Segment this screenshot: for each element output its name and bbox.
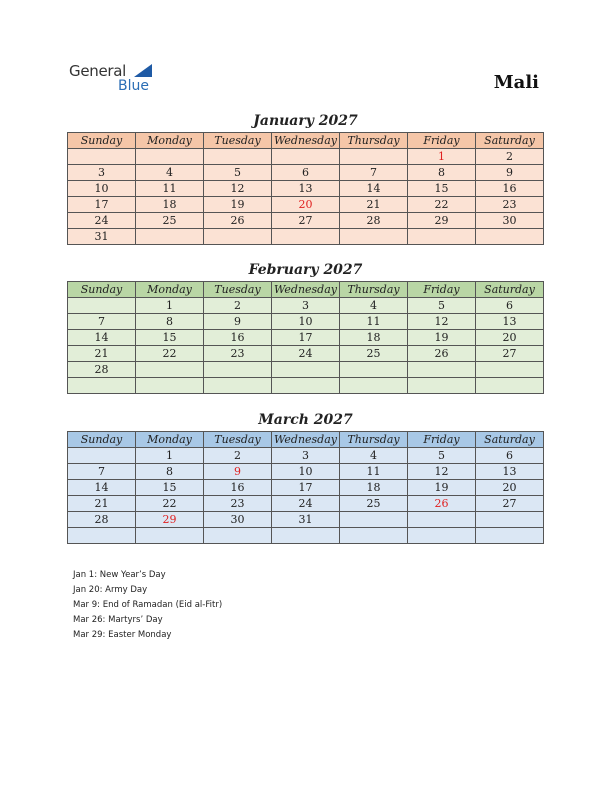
day-cell: 19 bbox=[408, 330, 476, 346]
day-cell: 29 bbox=[408, 213, 476, 229]
empty-day-cell bbox=[272, 149, 340, 165]
day-cell: 8 bbox=[136, 314, 204, 330]
weekday-header: Saturday bbox=[476, 282, 544, 298]
month-february bbox=[67, 260, 544, 394]
day-cell: 5 bbox=[408, 298, 476, 314]
day-cell: 9 bbox=[204, 314, 272, 330]
weekday-header: Friday bbox=[408, 432, 476, 448]
day-cell: 8 bbox=[136, 464, 204, 480]
weekday-header: Thursday bbox=[340, 432, 408, 448]
day-cell: 14 bbox=[68, 330, 136, 346]
day-cell: 10 bbox=[272, 314, 340, 330]
week-row bbox=[68, 149, 544, 165]
week-row bbox=[68, 229, 544, 245]
empty-day-cell bbox=[204, 149, 272, 165]
day-cell: 14 bbox=[340, 181, 408, 197]
week-row bbox=[68, 330, 544, 346]
day-cell: 5 bbox=[204, 165, 272, 181]
weekday-header: Thursday bbox=[340, 282, 408, 298]
day-cell: 18 bbox=[340, 480, 408, 496]
week-row bbox=[68, 213, 544, 229]
empty-day-cell bbox=[476, 528, 544, 544]
week-row bbox=[68, 362, 544, 378]
day-cell: 7 bbox=[68, 464, 136, 480]
day-cell: 7 bbox=[68, 314, 136, 330]
empty-day-cell bbox=[136, 362, 204, 378]
empty-day-cell bbox=[408, 378, 476, 394]
day-cell: 15 bbox=[136, 330, 204, 346]
weekday-header: Saturday bbox=[476, 432, 544, 448]
day-cell: 2 bbox=[204, 448, 272, 464]
day-cell: 22 bbox=[136, 496, 204, 512]
day-cell: 31 bbox=[272, 512, 340, 528]
empty-day-cell bbox=[68, 378, 136, 394]
month-march bbox=[67, 410, 544, 544]
day-cell: 31 bbox=[68, 229, 136, 245]
country-title: Mali bbox=[493, 72, 539, 93]
day-cell: 10 bbox=[272, 464, 340, 480]
holiday-note: Jan 20: Army Day bbox=[73, 585, 148, 595]
empty-day-cell bbox=[136, 528, 204, 544]
day-cell: 11 bbox=[340, 464, 408, 480]
weekday-header: Tuesday bbox=[204, 432, 272, 448]
day-cell: 23 bbox=[476, 197, 544, 213]
holiday-note: Mar 9: End of Ramadan (Eid al-Fitr) bbox=[73, 600, 223, 610]
day-cell: 24 bbox=[272, 346, 340, 362]
day-cell: 2 bbox=[476, 149, 544, 165]
week-row bbox=[68, 314, 544, 330]
weekday-header-row bbox=[68, 282, 544, 298]
weekday-header: Saturday bbox=[476, 133, 544, 149]
weekday-header: Tuesday bbox=[204, 282, 272, 298]
empty-day-cell bbox=[68, 528, 136, 544]
empty-day-cell bbox=[68, 149, 136, 165]
day-cell: 25 bbox=[136, 213, 204, 229]
week-row bbox=[68, 512, 544, 528]
holiday-note: Jan 1: New Year’s Day bbox=[73, 570, 166, 580]
day-cell: 22 bbox=[408, 197, 476, 213]
empty-day-cell bbox=[272, 528, 340, 544]
day-cell: 4 bbox=[340, 448, 408, 464]
week-row bbox=[68, 448, 544, 464]
empty-day-cell bbox=[68, 448, 136, 464]
empty-day-cell bbox=[136, 378, 204, 394]
day-cell: 20 bbox=[272, 197, 340, 213]
weekday-header: Wednesday bbox=[272, 432, 340, 448]
empty-day-cell bbox=[408, 512, 476, 528]
day-cell: 7 bbox=[340, 165, 408, 181]
empty-day-cell bbox=[408, 528, 476, 544]
day-cell: 21 bbox=[68, 346, 136, 362]
day-cell: 27 bbox=[272, 213, 340, 229]
month-title: March 2027 bbox=[258, 412, 353, 428]
day-cell: 23 bbox=[204, 496, 272, 512]
day-cell: 1 bbox=[136, 298, 204, 314]
empty-day-cell bbox=[204, 378, 272, 394]
holiday-note: Mar 29: Easter Monday bbox=[73, 630, 172, 640]
empty-day-cell bbox=[136, 229, 204, 245]
weekday-header: Sunday bbox=[68, 133, 136, 149]
day-cell: 9 bbox=[476, 165, 544, 181]
logo bbox=[69, 62, 159, 96]
day-cell: 5 bbox=[408, 448, 476, 464]
calendar-table bbox=[67, 431, 544, 544]
day-cell: 25 bbox=[340, 496, 408, 512]
calendar-table bbox=[67, 132, 544, 245]
day-cell: 21 bbox=[68, 496, 136, 512]
empty-day-cell bbox=[476, 362, 544, 378]
empty-day-cell bbox=[272, 229, 340, 245]
day-cell: 16 bbox=[204, 330, 272, 346]
day-cell: 3 bbox=[272, 298, 340, 314]
day-cell: 26 bbox=[408, 346, 476, 362]
empty-day-cell bbox=[68, 298, 136, 314]
logo-text-blue: Blue bbox=[118, 78, 149, 94]
day-cell: 17 bbox=[272, 330, 340, 346]
day-cell: 14 bbox=[68, 480, 136, 496]
day-cell: 15 bbox=[136, 480, 204, 496]
day-cell: 13 bbox=[476, 314, 544, 330]
day-cell: 23 bbox=[204, 346, 272, 362]
day-cell: 24 bbox=[68, 213, 136, 229]
day-cell: 4 bbox=[340, 298, 408, 314]
weekday-header: Sunday bbox=[68, 432, 136, 448]
empty-day-cell bbox=[408, 362, 476, 378]
weekday-header: Monday bbox=[136, 282, 204, 298]
day-cell: 27 bbox=[476, 346, 544, 362]
empty-day-cell bbox=[204, 528, 272, 544]
week-row bbox=[68, 496, 544, 512]
day-cell: 3 bbox=[68, 165, 136, 181]
day-cell: 19 bbox=[408, 480, 476, 496]
day-cell: 15 bbox=[408, 181, 476, 197]
weekday-header: Tuesday bbox=[204, 133, 272, 149]
empty-day-cell bbox=[204, 229, 272, 245]
empty-day-cell bbox=[204, 362, 272, 378]
day-cell: 26 bbox=[408, 496, 476, 512]
day-cell: 17 bbox=[68, 197, 136, 213]
week-row bbox=[68, 298, 544, 314]
week-row bbox=[68, 165, 544, 181]
week-row bbox=[68, 464, 544, 480]
weekday-header: Wednesday bbox=[272, 133, 340, 149]
empty-day-cell bbox=[340, 229, 408, 245]
week-row bbox=[68, 480, 544, 496]
empty-day-cell bbox=[340, 149, 408, 165]
day-cell: 12 bbox=[204, 181, 272, 197]
weekday-header: Sunday bbox=[68, 282, 136, 298]
weekday-header: Monday bbox=[136, 133, 204, 149]
day-cell: 20 bbox=[476, 480, 544, 496]
day-cell: 6 bbox=[476, 448, 544, 464]
day-cell: 3 bbox=[272, 448, 340, 464]
day-cell: 4 bbox=[136, 165, 204, 181]
day-cell: 6 bbox=[476, 298, 544, 314]
day-cell: 30 bbox=[476, 213, 544, 229]
day-cell: 1 bbox=[408, 149, 476, 165]
week-row bbox=[68, 528, 544, 544]
day-cell: 25 bbox=[340, 346, 408, 362]
day-cell: 19 bbox=[204, 197, 272, 213]
week-row bbox=[68, 197, 544, 213]
week-row bbox=[68, 346, 544, 362]
day-cell: 16 bbox=[204, 480, 272, 496]
weekday-header: Friday bbox=[408, 133, 476, 149]
day-cell: 12 bbox=[408, 464, 476, 480]
day-cell: 12 bbox=[408, 314, 476, 330]
weekday-header: Thursday bbox=[340, 133, 408, 149]
week-row bbox=[68, 378, 544, 394]
day-cell: 11 bbox=[340, 314, 408, 330]
day-cell: 29 bbox=[136, 512, 204, 528]
logo-text-general: General bbox=[69, 62, 127, 80]
day-cell: 22 bbox=[136, 346, 204, 362]
month-title: January 2027 bbox=[253, 113, 358, 129]
empty-day-cell bbox=[476, 229, 544, 245]
holiday-note: Mar 26: Martyrs’ Day bbox=[73, 615, 163, 625]
day-cell: 9 bbox=[204, 464, 272, 480]
empty-day-cell bbox=[340, 362, 408, 378]
logo-triangle-icon bbox=[134, 64, 152, 77]
calendar-table bbox=[67, 281, 544, 394]
day-cell: 2 bbox=[204, 298, 272, 314]
day-cell: 17 bbox=[272, 480, 340, 496]
weekday-header: Wednesday bbox=[272, 282, 340, 298]
day-cell: 24 bbox=[272, 496, 340, 512]
weekday-header: Friday bbox=[408, 282, 476, 298]
empty-day-cell bbox=[340, 528, 408, 544]
day-cell: 8 bbox=[408, 165, 476, 181]
day-cell: 6 bbox=[272, 165, 340, 181]
day-cell: 28 bbox=[68, 512, 136, 528]
day-cell: 11 bbox=[136, 181, 204, 197]
empty-day-cell bbox=[476, 378, 544, 394]
day-cell: 1 bbox=[136, 448, 204, 464]
day-cell: 30 bbox=[204, 512, 272, 528]
day-cell: 13 bbox=[476, 464, 544, 480]
day-cell: 27 bbox=[476, 496, 544, 512]
day-cell: 13 bbox=[272, 181, 340, 197]
day-cell: 18 bbox=[136, 197, 204, 213]
weekday-header-row bbox=[68, 432, 544, 448]
empty-day-cell bbox=[408, 229, 476, 245]
empty-day-cell bbox=[340, 512, 408, 528]
day-cell: 28 bbox=[68, 362, 136, 378]
day-cell: 21 bbox=[340, 197, 408, 213]
weekday-header-row bbox=[68, 133, 544, 149]
day-cell: 28 bbox=[340, 213, 408, 229]
week-row bbox=[68, 181, 544, 197]
empty-day-cell bbox=[272, 362, 340, 378]
holiday-notes bbox=[73, 568, 222, 643]
empty-day-cell bbox=[340, 378, 408, 394]
day-cell: 20 bbox=[476, 330, 544, 346]
day-cell: 16 bbox=[476, 181, 544, 197]
month-title: February 2027 bbox=[248, 262, 363, 278]
day-cell: 10 bbox=[68, 181, 136, 197]
empty-day-cell bbox=[136, 149, 204, 165]
weekday-header: Monday bbox=[136, 432, 204, 448]
empty-day-cell bbox=[272, 378, 340, 394]
empty-day-cell bbox=[476, 512, 544, 528]
day-cell: 26 bbox=[204, 213, 272, 229]
month-january bbox=[67, 111, 544, 245]
day-cell: 18 bbox=[340, 330, 408, 346]
